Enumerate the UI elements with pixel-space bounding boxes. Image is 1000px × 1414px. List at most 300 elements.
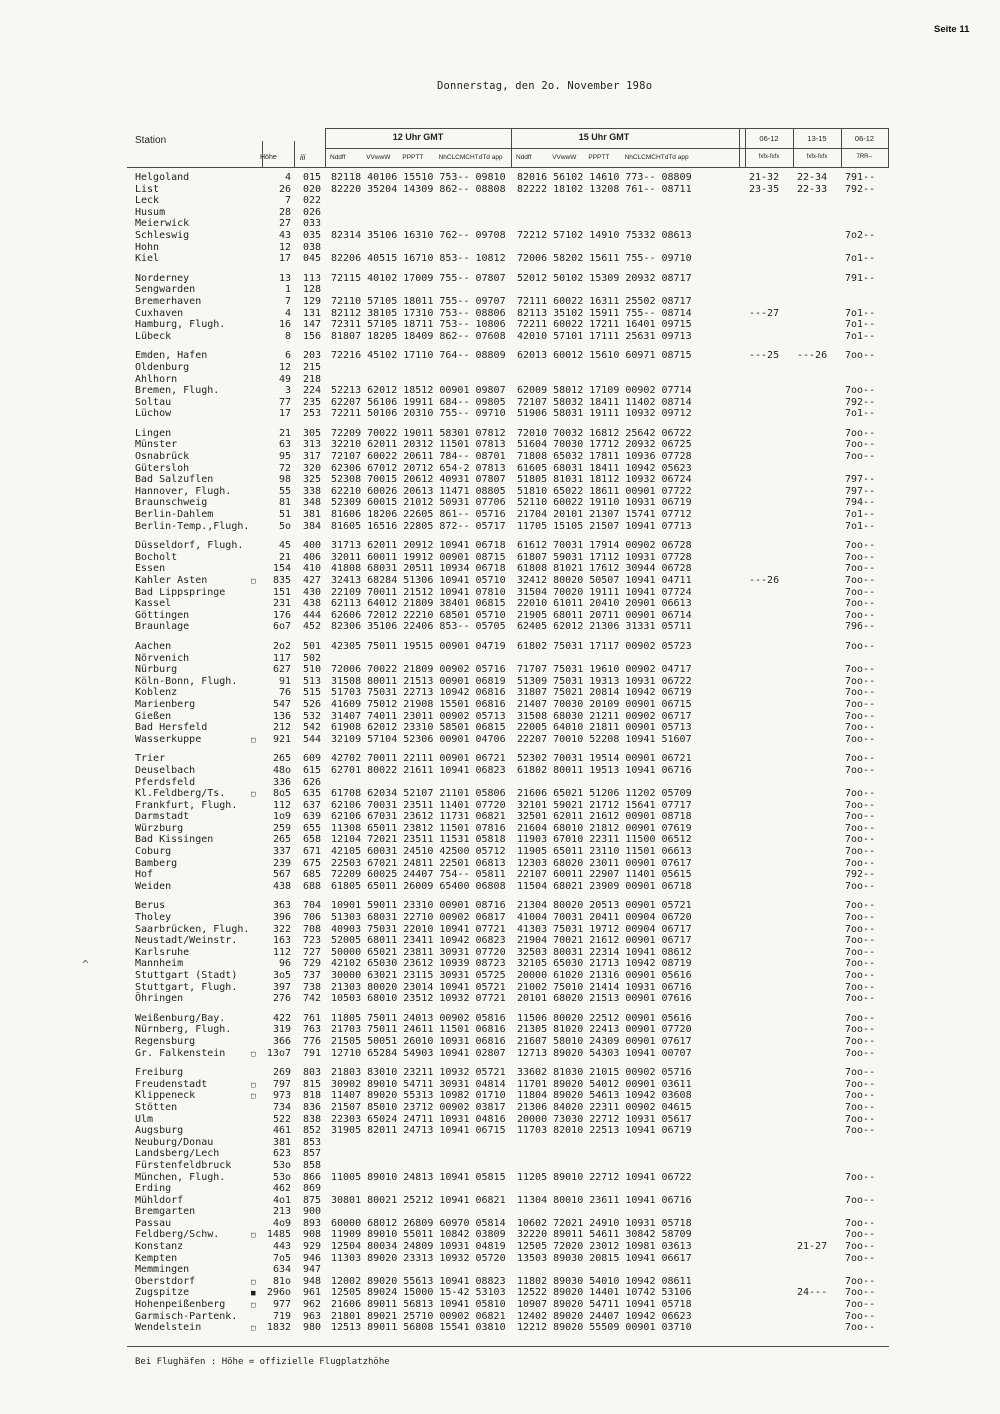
- precip-7rr: 7o1--: [845, 520, 876, 532]
- station-height: 112: [272, 946, 291, 958]
- marker-filled-square-icon: ■: [251, 1288, 256, 1298]
- precip-7rr: [841, 1183, 889, 1195]
- gust-13-15: [793, 408, 841, 420]
- station-number: 763: [303, 1024, 322, 1036]
- gust-13-15: [793, 1125, 841, 1137]
- obs-15-gmt: 82016 56102 14610 773-- 08809: [517, 172, 692, 183]
- obs-15-gmt: 72010 70032 16812 25642 06722: [517, 427, 692, 439]
- station-number: 131: [303, 307, 322, 319]
- station-row: [135, 711, 925, 723]
- marker-none: [251, 1160, 263, 1172]
- station-name: Fürstenfeldbruck: [135, 1159, 232, 1171]
- precip-7rr: 7oo--: [845, 1275, 876, 1287]
- precip-7rr: 7oo--: [845, 811, 876, 823]
- marker-none: [251, 540, 263, 552]
- precip-7rr: 7oo--: [845, 1287, 876, 1299]
- station-height: 53o: [272, 1159, 291, 1171]
- gust-13-15: [793, 1195, 841, 1207]
- obs-12-gmt: 11005 89010 24813 10941 05815: [331, 1171, 506, 1183]
- gust-13-15: [793, 711, 841, 723]
- marker-open-square-icon: □: [251, 789, 256, 799]
- obs-12-gmt: [325, 1206, 511, 1218]
- station-height: 96: [278, 958, 291, 970]
- station-row: [135, 858, 925, 870]
- gust-13-15: 24---: [797, 1287, 828, 1299]
- station-row: [135, 869, 925, 881]
- precip-7rr: 7oo--: [845, 764, 876, 776]
- station-height: 1o9: [272, 811, 291, 823]
- station-number: 838: [303, 1113, 322, 1125]
- box-header-13-15: 13-15: [807, 134, 827, 143]
- marker-none: [251, 172, 263, 184]
- marker-none: [251, 374, 263, 386]
- station-height: 973: [272, 1090, 291, 1102]
- obs-column-labels-12: [325, 154, 511, 161]
- gust-06-12: [745, 1218, 793, 1230]
- gust-13-15: [793, 993, 841, 1005]
- obs-12-gmt: 31905 82011 24713 10941 06715: [331, 1125, 506, 1137]
- col-header-station: Station: [135, 135, 167, 146]
- obs-12-gmt: 10901 59011 23310 00901 08716: [331, 900, 506, 912]
- station-number: 325: [303, 474, 322, 486]
- obs-12-gmt: 32413 68284 51306 10941 05710: [331, 575, 506, 586]
- precip-7rr: 7oo--: [845, 923, 876, 935]
- obs-12-gmt: 42702 70011 22111 00901 06721: [331, 753, 506, 765]
- obs-15-gmt: 32412 80020 50507 10941 04711: [517, 575, 692, 586]
- gust-06-12: [745, 711, 793, 723]
- gust-13-15: [793, 439, 841, 451]
- station-number: 948: [303, 1275, 322, 1287]
- pencil-mark: ^: [82, 958, 89, 971]
- station-height: 98: [278, 474, 291, 486]
- station-number: 427: [303, 575, 322, 586]
- gust-13-15: [793, 734, 841, 746]
- marker-none: [251, 1195, 263, 1207]
- obs-15-gmt: 21607 58010 24309 00901 07617: [517, 1035, 692, 1047]
- gust-06-12: [745, 1183, 793, 1195]
- gust-06-12: [745, 273, 793, 285]
- gust-06-12: [745, 858, 793, 870]
- marker-open-square-icon: □: [251, 734, 256, 744]
- precip-7rr: 7oo--: [845, 900, 876, 912]
- station-row: [135, 610, 925, 622]
- gust-13-15: [793, 195, 841, 207]
- station-number: 128: [303, 284, 322, 296]
- station-number: 738: [303, 981, 322, 993]
- precip-7rr: 7o1--: [845, 253, 876, 265]
- station-row: [135, 1241, 925, 1253]
- obs-15-gmt: 21407 70030 20109 00901 06715: [517, 698, 692, 710]
- gust-13-15: [793, 610, 841, 622]
- gust-06-12: [745, 331, 793, 343]
- precip-7rr: [841, 207, 889, 219]
- marker-none: [251, 207, 263, 219]
- station-height: 797: [272, 1078, 291, 1090]
- marker-none: [251, 428, 263, 440]
- document-title: Donnerstag, den 2o. November 198o: [437, 80, 653, 92]
- marker-none: [251, 811, 263, 823]
- station-height: 269: [272, 1067, 291, 1079]
- station-height: 51: [278, 509, 291, 521]
- marker-none: [251, 912, 263, 924]
- station-name: Pferdsfeld: [135, 776, 196, 788]
- station-name: Neuburg/Donau: [135, 1136, 214, 1148]
- gust-06-12: [745, 834, 793, 846]
- gust-06-12: 23-35: [749, 183, 780, 195]
- precip-7rr: 7oo--: [845, 1229, 876, 1241]
- gust-13-15: [793, 1137, 841, 1149]
- obs-column-labels-15: [511, 154, 697, 161]
- station-name: Bad Kissingen: [135, 834, 214, 846]
- precip-7rr: 7oo--: [845, 1322, 876, 1334]
- marker-none: [251, 664, 263, 676]
- station-number: 129: [303, 295, 322, 307]
- marker-none: [251, 184, 263, 196]
- gust-13-15: [793, 1102, 841, 1114]
- obs-12-gmt: 62701 80022 21611 10941 06823: [331, 764, 506, 776]
- station-group: [135, 350, 925, 420]
- gust-06-12: [745, 497, 793, 509]
- precip-7rr: [841, 284, 889, 296]
- gust-13-15: [793, 497, 841, 509]
- station-height: 212: [272, 722, 291, 734]
- gust-06-12: [745, 881, 793, 893]
- station-name: Stuttgart, Flugh.: [135, 981, 238, 993]
- station-row: [135, 823, 925, 835]
- marker-none: [251, 1183, 263, 1195]
- header-rule-middle: [325, 148, 888, 149]
- station-height: 8: [284, 330, 291, 342]
- station-number: 015: [303, 172, 322, 183]
- gust-13-15: [793, 474, 841, 486]
- station-name: Gießen: [135, 710, 172, 722]
- station-name: Kiel: [135, 253, 160, 265]
- station-number: 671: [303, 846, 322, 858]
- col-label-clouds: NhCLCMCH: [624, 154, 661, 161]
- obs-12-gmt: 12504 80034 24809 10931 04819: [331, 1241, 506, 1253]
- station-name: Hof: [135, 869, 154, 881]
- obs-15-gmt: 32101 59021 21712 15641 07717: [517, 799, 692, 811]
- gust-13-15: [793, 273, 841, 285]
- station-number: 761: [303, 1012, 322, 1024]
- precip-7rr: 7oo--: [845, 1171, 876, 1183]
- gust-06-12: [745, 912, 793, 924]
- gust-13-15: [793, 834, 841, 846]
- precip-7rr: 7oo--: [845, 993, 876, 1005]
- obs-15-gmt: 12303 68020 23011 00901 07617: [517, 857, 692, 869]
- station-height: 231: [272, 598, 291, 610]
- precip-7rr: 797--: [845, 485, 876, 497]
- precip-7rr: 7oo--: [845, 1217, 876, 1229]
- precip-7rr: 7oo--: [845, 598, 876, 610]
- station-name: Hannover, Flugh.: [135, 485, 232, 497]
- gust-06-12: [745, 900, 793, 912]
- station-row: [135, 1160, 925, 1172]
- gust-06-12: [745, 699, 793, 711]
- station-height: 16: [278, 319, 291, 331]
- station-number: 022: [303, 195, 322, 207]
- obs-12-gmt: 81606 18206 22605 861-- 05716: [331, 509, 506, 521]
- obs-12-gmt: 72216 45102 17110 764-- 08809: [331, 350, 506, 362]
- station-height: 296o: [266, 1287, 291, 1299]
- station-height: 154: [272, 563, 291, 575]
- station-number: 026: [303, 206, 322, 218]
- marker-none: [251, 846, 263, 858]
- obs-15-gmt: 11804 89020 54613 10942 03608: [517, 1090, 692, 1102]
- header-divider: [888, 128, 889, 168]
- obs-15-gmt: 21905 68011 20711 00901 06714: [517, 609, 692, 621]
- precip-7rr: 7oo--: [845, 946, 876, 958]
- obs-12-gmt: 12513 89011 56808 15541 03810: [331, 1322, 506, 1334]
- station-name: München, Flugh.: [135, 1171, 226, 1183]
- header-divider: [294, 141, 295, 167]
- station-height: 63: [278, 439, 291, 451]
- gust-06-12: [745, 1114, 793, 1126]
- gust-06-12: [745, 924, 793, 936]
- precip-7rr: 7oo--: [845, 799, 876, 811]
- precip-7rr: 7oo--: [845, 609, 876, 621]
- station-height: 7: [284, 295, 291, 307]
- station-height: 27: [278, 218, 291, 230]
- gust-13-15: [793, 1311, 841, 1323]
- station-row: [135, 598, 925, 610]
- gust-06-12: [745, 230, 793, 242]
- marker-none: [251, 823, 263, 835]
- station-number: 348: [303, 497, 322, 509]
- box-label-fxfx-1: fxfx-fxfx: [758, 154, 780, 160]
- marker-none: [251, 722, 263, 734]
- obs-15-gmt: 52110 60022 19110 10931 06719: [517, 497, 692, 509]
- marker-none: [251, 497, 263, 509]
- station-row: [135, 1137, 925, 1149]
- station-number: 320: [303, 462, 322, 474]
- station-name: Wasserkuppe: [135, 733, 202, 745]
- precip-7rr: 791--: [845, 272, 876, 284]
- marker-none: [251, 935, 263, 947]
- obs-12-gmt: 82220 35204 14309 862-- 08808: [331, 183, 506, 195]
- precip-7rr: 7oo--: [845, 846, 876, 858]
- obs-12-gmt: 81605 16516 22805 872-- 05717: [331, 520, 506, 532]
- gust-06-12: [745, 1241, 793, 1253]
- station-height: 259: [272, 822, 291, 834]
- gust-13-15: [793, 319, 841, 331]
- precip-7rr: 7oo--: [845, 1310, 876, 1322]
- station-height: 4: [284, 307, 291, 319]
- obs-15-gmt: 21904 70021 21612 00901 06717: [517, 935, 692, 947]
- obs-15-gmt: 32220 89011 54611 30842 58709: [517, 1229, 692, 1241]
- station-number: 444: [303, 609, 322, 621]
- station-row: [135, 811, 925, 823]
- precip-7rr: 7oo--: [845, 981, 876, 993]
- station-name: Bamberg: [135, 857, 178, 869]
- precip-7rr: 7oo--: [845, 1241, 876, 1253]
- obs-15-gmt: 51810 65022 18611 00901 07722: [517, 485, 692, 497]
- gust-13-15: [793, 230, 841, 242]
- obs-15-gmt: 82113 35102 15911 755-- 08714: [517, 307, 692, 319]
- marker-none: [251, 970, 263, 982]
- gust-13-15: 22-34: [797, 172, 828, 183]
- station-height: 322: [272, 923, 291, 935]
- obs-12-gmt: 31508 80011 21513 00901 06819: [331, 675, 506, 687]
- obs-15-gmt: 62013 60012 15610 60971 08715: [517, 350, 692, 362]
- obs-15-gmt: [511, 1183, 697, 1195]
- obs-15-gmt: 21305 81020 22413 00901 07720: [517, 1024, 692, 1036]
- gust-13-15: [793, 1067, 841, 1079]
- precip-7rr: [841, 1206, 889, 1218]
- obs-12-gmt: 21803 83010 23211 10932 05721: [331, 1067, 506, 1079]
- station-height: 6o7: [272, 621, 291, 633]
- gust-13-15: [793, 982, 841, 994]
- gust-06-12: [745, 362, 793, 374]
- station-height: 21: [278, 427, 291, 439]
- marker-none: [251, 486, 263, 498]
- obs-15-gmt: 20101 68020 21513 00901 07616: [517, 993, 692, 1005]
- station-name: Lingen: [135, 427, 172, 439]
- obs-12-gmt: [325, 207, 511, 219]
- obs-12-gmt: 81807 18205 18409 862-- 07608: [331, 330, 506, 342]
- gust-13-15: [793, 218, 841, 230]
- station-height: 2o2: [272, 640, 291, 652]
- station-name: Berus: [135, 900, 166, 912]
- obs-15-gmt: [511, 1206, 697, 1218]
- station-height: 117: [272, 652, 291, 664]
- marker-none: [251, 284, 263, 296]
- station-number: 875: [303, 1194, 322, 1206]
- station-row: [135, 439, 925, 451]
- gust-13-15: 22-33: [797, 183, 828, 195]
- marker-none: [251, 1024, 263, 1036]
- station-height: 337: [272, 846, 291, 858]
- gust-06-12: [745, 451, 793, 463]
- gust-13-15: [793, 676, 841, 688]
- obs-15-gmt: 62405 62012 21306 31331 05711: [517, 621, 692, 633]
- precip-7rr: 7oo--: [845, 912, 876, 924]
- gust-06-12: [745, 486, 793, 498]
- gust-13-15: [793, 1183, 841, 1195]
- marker-none: [251, 242, 263, 254]
- precip-7rr: 7oo--: [845, 675, 876, 687]
- station-row: [135, 722, 925, 734]
- gust-06-12: [745, 1172, 793, 1184]
- station-name: Hohenpeißenberg: [135, 1299, 226, 1311]
- marker-none: [251, 1264, 263, 1276]
- station-row: [135, 474, 925, 486]
- gust-13-15: [793, 253, 841, 265]
- station-height: 12: [278, 361, 291, 373]
- precip-7rr: 7oo--: [845, 1194, 876, 1206]
- marker-none: [251, 552, 263, 564]
- obs-12-gmt: 72209 60025 24407 754-- 05811: [331, 869, 506, 881]
- group-header-12-gmt: 12 Uhr GMT: [392, 132, 444, 142]
- box-header-06-12b: 06-12: [854, 134, 875, 143]
- station-row: [135, 195, 925, 207]
- station-name: Koblenz: [135, 687, 178, 699]
- station-name: Karlsruhe: [135, 946, 190, 958]
- station-name: Bremen, Flugh.: [135, 385, 220, 397]
- obs-15-gmt: 72211 60022 17211 16401 09715: [517, 319, 692, 331]
- station-name: Münster: [135, 439, 178, 451]
- marker-open-square-icon: □: [251, 1079, 256, 1089]
- obs-12-gmt: 72110 57105 18011 755-- 09707: [331, 295, 506, 307]
- station-number: 658: [303, 834, 322, 846]
- marker-none: [251, 509, 263, 521]
- obs-12-gmt: 82112 38105 17310 753-- 08806: [331, 307, 506, 319]
- obs-15-gmt: 11205 89010 22712 10941 06722: [517, 1171, 692, 1183]
- gust-06-12: [745, 385, 793, 397]
- obs-12-gmt: 82118 40106 15510 753-- 09810: [331, 172, 506, 183]
- station-name: Bremgarten: [135, 1206, 196, 1218]
- gust-13-15: [793, 765, 841, 777]
- station-row: [135, 1090, 925, 1102]
- precip-7rr: 7oo--: [845, 753, 876, 765]
- station-row: [135, 1125, 925, 1137]
- precip-7rr: [841, 242, 889, 254]
- precip-7rr: 7oo--: [845, 788, 876, 800]
- precip-7rr: 7oo--: [845, 970, 876, 981]
- marker-open-square-icon: □: [251, 1091, 256, 1101]
- obs-15-gmt: [511, 374, 697, 386]
- obs-15-gmt: 82222 18102 13208 761-- 08711: [517, 183, 692, 195]
- station-row: [135, 653, 925, 665]
- station-number: 033: [303, 218, 322, 230]
- marker-none: [251, 900, 263, 912]
- precip-7rr: 7oo--: [845, 1035, 876, 1047]
- gust-06-12: [745, 621, 793, 633]
- obs-12-gmt: 61708 62034 52107 21101 05806: [331, 788, 506, 800]
- station-number: 742: [303, 993, 322, 1005]
- gust-06-12: [745, 397, 793, 409]
- station-group: [135, 273, 925, 343]
- station-row: [135, 1048, 925, 1060]
- obs-12-gmt: 30902 89010 54711 30931 04814: [331, 1078, 506, 1090]
- obs-12-gmt: 31407 74011 23011 00902 05713: [331, 710, 506, 722]
- station-row: [135, 947, 925, 959]
- gust-06-12: [745, 1079, 793, 1091]
- gust-06-12: [745, 1048, 793, 1060]
- station-name: Gütersloh: [135, 462, 190, 474]
- station-name: Regensburg: [135, 1035, 196, 1047]
- gust-06-12: [745, 765, 793, 777]
- station-name: Passau: [135, 1217, 172, 1229]
- precip-7rr: 7oo--: [845, 822, 876, 834]
- obs-15-gmt: 62009 58012 17109 00902 07714: [517, 385, 692, 397]
- group-header-15-gmt: 15 Uhr GMT: [578, 132, 630, 142]
- gust-06-12: ---25: [749, 350, 780, 362]
- precip-7rr: 7oo--: [845, 698, 876, 710]
- gust-13-15: [793, 1264, 841, 1276]
- station-row: [135, 687, 925, 699]
- station-row: [135, 846, 925, 858]
- gust-13-15: [793, 397, 841, 409]
- obs-15-gmt: 31807 75021 20814 10942 06719: [517, 687, 692, 699]
- marker-none: [251, 676, 263, 688]
- gust-06-12: [745, 1276, 793, 1288]
- station-height: 396: [272, 912, 291, 924]
- station-number: 020: [303, 183, 322, 195]
- station-name: Lüchow: [135, 408, 172, 420]
- gust-06-12: [745, 319, 793, 331]
- station-number: 430: [303, 586, 322, 598]
- station-name: Ahlhorn: [135, 373, 178, 385]
- marker-none: [251, 1067, 263, 1079]
- station-name: Husum: [135, 206, 166, 218]
- station-row: [135, 958, 925, 970]
- marker-none: [251, 834, 263, 846]
- obs-15-gmt: 11703 82010 22513 10941 06719: [517, 1125, 692, 1137]
- obs-12-gmt: 21505 50051 26010 10931 06816: [331, 1035, 506, 1047]
- station-row: [135, 699, 925, 711]
- obs-15-gmt: 52302 70031 19514 00901 06721: [517, 753, 692, 765]
